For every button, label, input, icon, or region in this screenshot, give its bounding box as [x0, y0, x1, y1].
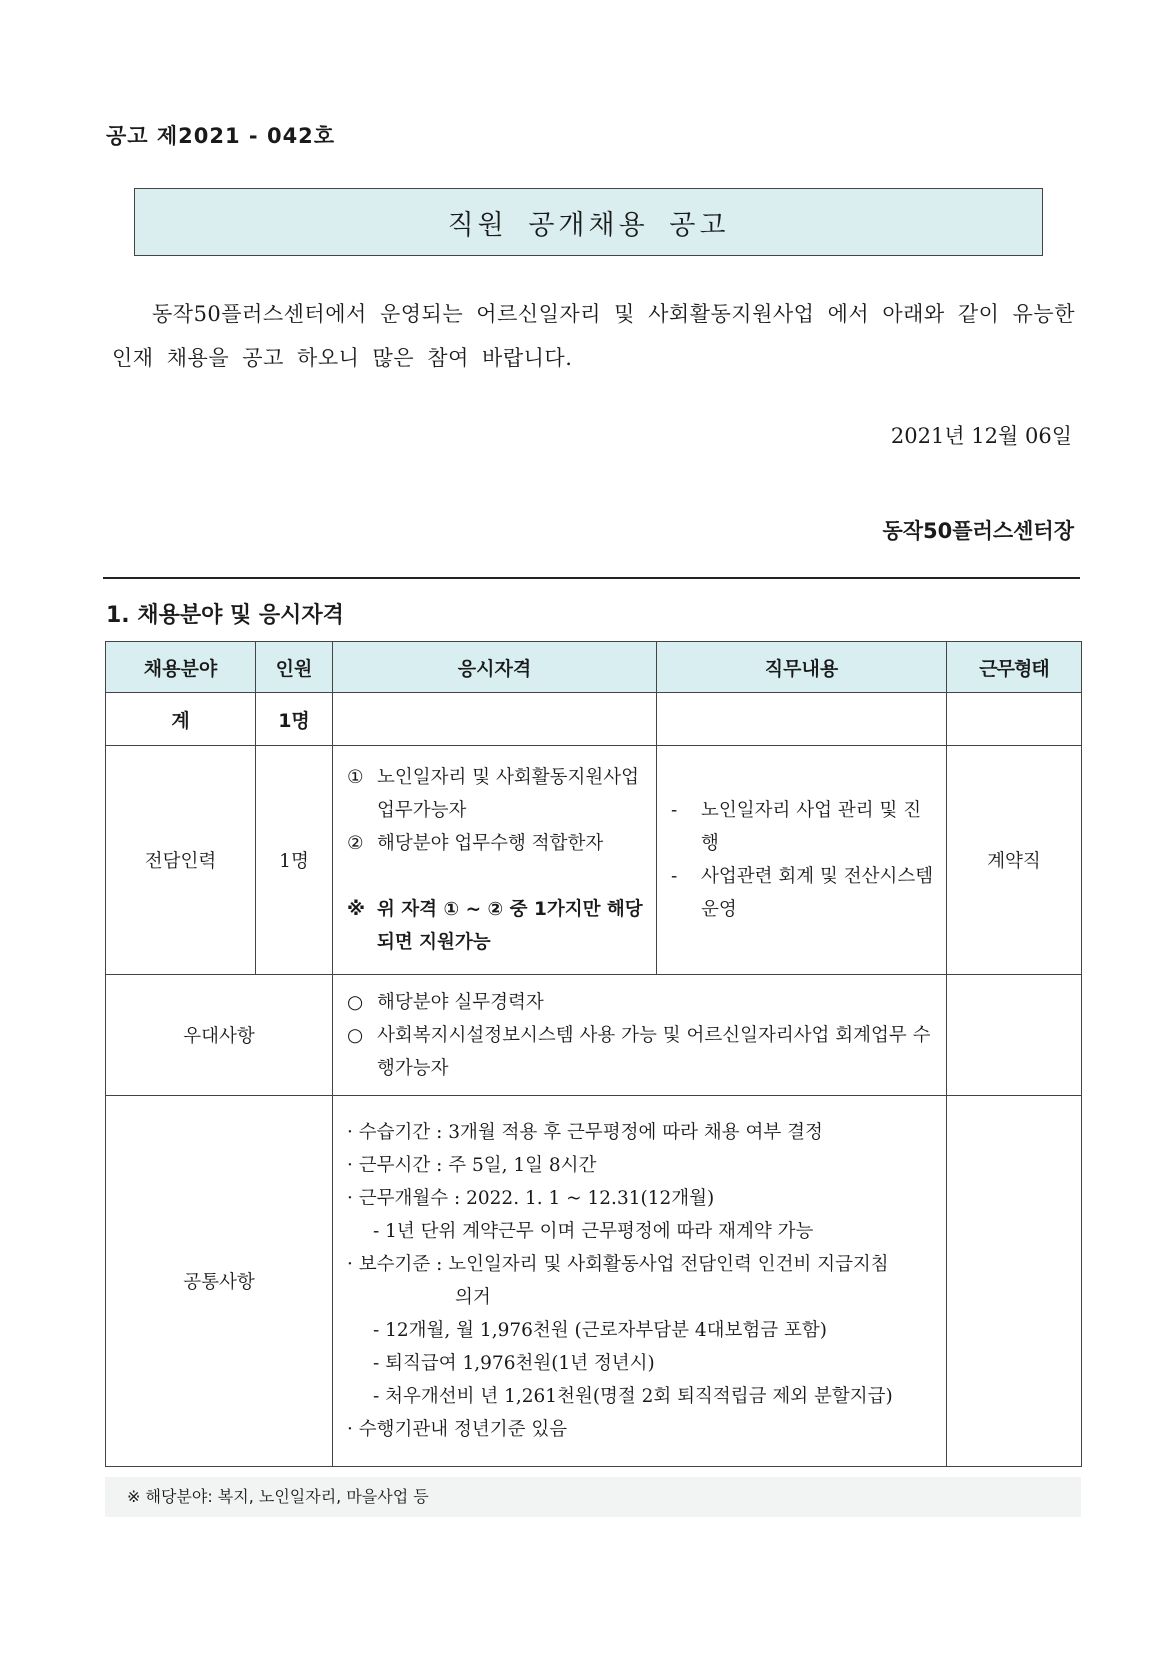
common-empty: [947, 1096, 1082, 1467]
header-duties: 직무내용: [657, 642, 947, 693]
notice-date: 2021년 12월 06일: [890, 424, 1072, 448]
list-item: ○ 사회복지시설정보시스템 사용 가능 및 어르신일자리사업 회계업무 수행가능자: [347, 1024, 931, 1079]
list-item: · 수습기간 : 3개월 적용 후 근무평정에 따라 채용 여부 결정: [347, 1122, 823, 1143]
total-label: 계: [106, 693, 256, 746]
list-item: ② 해당분야 업무수행 적합한자: [347, 833, 604, 854]
list-item: 의거: [455, 1287, 491, 1308]
header-qualification: 응시자격: [333, 642, 657, 693]
staff-qualifications: [333, 746, 657, 975]
list-item: · 수행기관내 정년기준 있음: [347, 1419, 568, 1440]
total-empty-3: [947, 693, 1082, 746]
table-row-common: [106, 1096, 1082, 1467]
footnote: ※ 해당분야: 복지, 노인일자리, 마을사업 등: [105, 1477, 1081, 1517]
staff-field: 전담인력: [106, 746, 256, 975]
list-item: - 사업관련 회계 및 전산시스템 운영: [671, 866, 934, 920]
list-item: · 보수기준 : 노인일자리 및 사회활동사업 전담인력 인건비 지급지침: [347, 1254, 889, 1275]
common-items: [333, 1096, 947, 1467]
preference-label: 우대사항: [106, 975, 333, 1096]
table-header-row: [106, 642, 1082, 693]
issuer: 동작50플러스센터장: [882, 519, 1074, 543]
total-count: 1명: [256, 693, 333, 746]
total-empty-1: [333, 693, 657, 746]
list-item: - 퇴직급여 1,976천원(1년 정년시): [373, 1353, 655, 1374]
intro-paragraph: 동작50플러스센터에서 운영되는 어르신일자리 및 사회활동지원사업 에서 아래와 같이 유능한 인재 채용을 공고 하오니 많은 참여 바랍니다.: [112, 302, 1075, 370]
notice-number: 공고 제2021 - 042호: [106, 124, 336, 148]
title-box: [134, 188, 1043, 256]
staff-count: 1명: [256, 746, 333, 975]
list-item: - 처우개선비 년 1,261천원(명절 2회 퇴직적립금 제외 분할지급): [373, 1386, 893, 1407]
preference-items: [333, 975, 947, 1096]
page-title: 직원 공개채용 공고: [447, 209, 730, 241]
list-item: - 12개월, 월 1,976천원 (근로자부담분 4대보험금 포함): [373, 1320, 827, 1341]
table-row-total: [106, 693, 1082, 746]
qualification-note: ※ 위 자격 ① ~ ② 중 1가지만 해당되면 지원가능: [347, 899, 643, 953]
header-employment-type: 근무형태: [947, 642, 1082, 693]
section-title: 1. 채용분야 및 응시자격: [106, 603, 344, 628]
list-item: - 노인일자리 사업 관리 및 진행: [671, 800, 922, 854]
header-field: 채용분야: [106, 642, 256, 693]
table-row-staff: [106, 746, 1082, 975]
common-label: 공통사항: [106, 1096, 333, 1467]
staff-employment-type: 계약직: [947, 746, 1082, 975]
divider: [103, 577, 1080, 579]
recruitment-table: [105, 641, 1082, 1467]
list-item: - 1년 단위 계약근무 이며 근무평정에 따라 재계약 가능: [373, 1221, 814, 1242]
header-count: 인원: [256, 642, 333, 693]
list-item: ① 노인일자리 및 사회활동지원사업 업무가능자: [347, 767, 639, 821]
total-empty-2: [657, 693, 947, 746]
list-item: ○ 해당분야 실무경력자: [347, 991, 544, 1013]
list-item: · 근무시간 : 주 5일, 1일 8시간: [347, 1155, 597, 1176]
staff-duties: [657, 746, 947, 975]
preference-empty: [947, 975, 1082, 1096]
list-item: · 근무개월수 : 2022. 1. 1 ~ 12.31(12개월): [347, 1188, 715, 1209]
table-row-preference: [106, 975, 1082, 1096]
